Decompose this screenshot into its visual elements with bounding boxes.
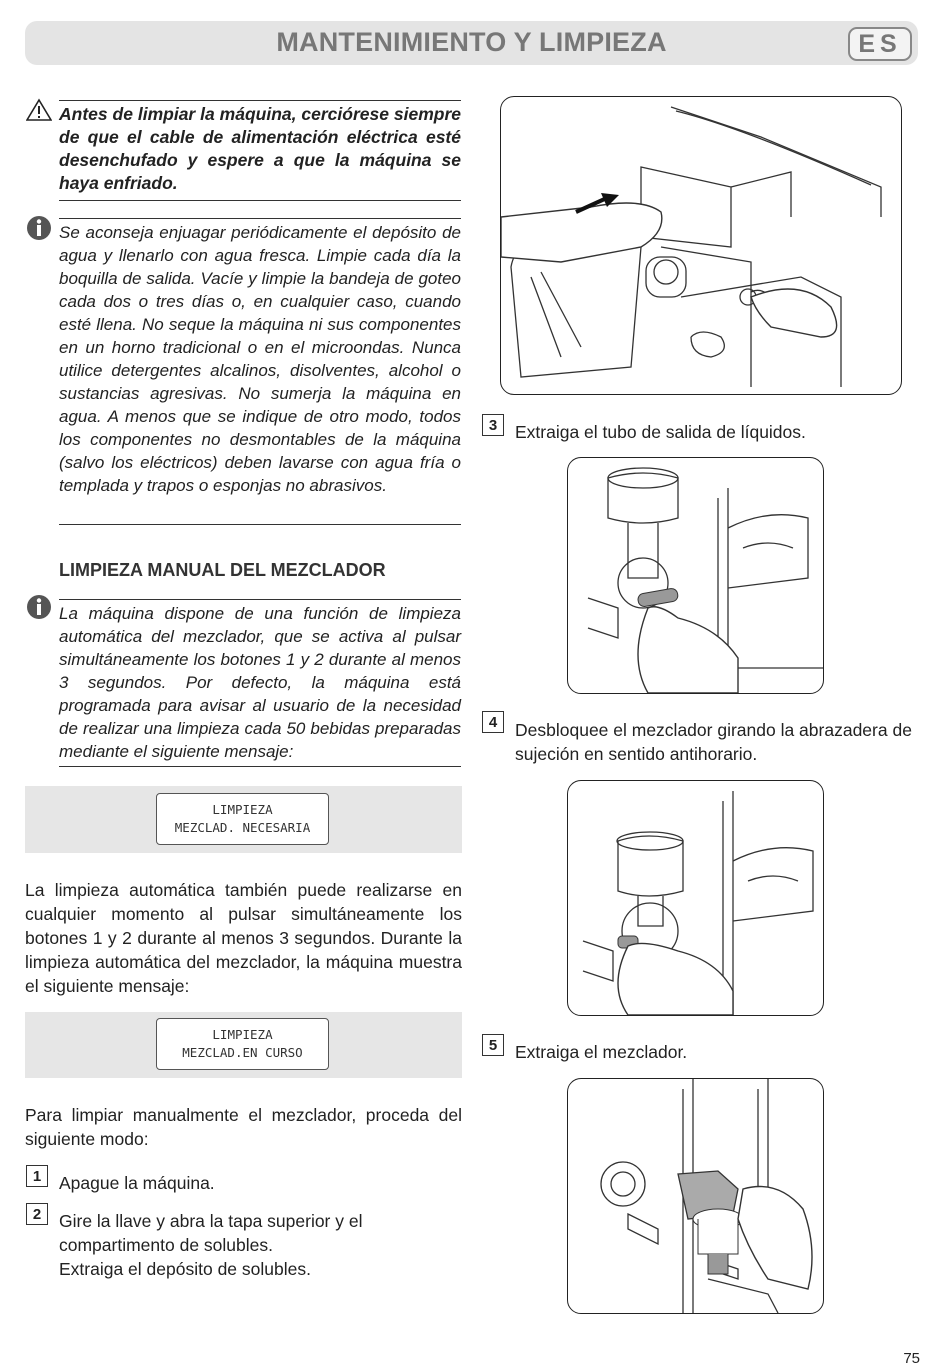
lcd-line: MEZCLAD. NECESARIA	[174, 820, 311, 835]
warning-top-rule	[59, 100, 461, 101]
warning-text: Antes de limpiar la máquina, cerciórese siempre de que el cable de alimentación eléctrica esté desenchufado y espere a que la máquina se haya enfriado.	[59, 104, 461, 193]
lcd-line: LIMPIEZA	[212, 1027, 273, 1042]
info1-bottom-rule	[59, 524, 461, 525]
outlet-tube-illustration	[568, 458, 823, 693]
page-number: 75	[903, 1350, 920, 1367]
illustration-unlock-mixer	[567, 780, 824, 1016]
step-text: Extraiga el mezclador.	[515, 1042, 688, 1062]
lcd-display	[156, 793, 329, 845]
display-message-box	[25, 1012, 462, 1078]
lcd-display	[156, 1018, 329, 1070]
lcd-line: LIMPIEZA	[212, 802, 273, 817]
page-title: MANTENIMIENTO Y LIMPIEZA	[276, 27, 667, 57]
info1-text: Se aconseja enjuagar periódicamente el depósito de agua y llenarlo con agua fresca. Limpie cada día la boquilla de salida. Vacíe y limpie la bandeja de goteo cada dos o tres días o, en cualquier caso, cuando esté llena. No seque la máquina ni sus componentes en un horno tradicional o en el microondas. Nunca utilice detergentes alcalinos, disolventes, alcohol o sustancias agresivas. No sumerja la máquina en agua. A menos que se indique de otro modo, todos los componentes no desmontables de la máquina (salvo los eléctricos) deben lavarse con agua fría o templada y trapos o esponjas no abrasivos.	[59, 223, 461, 495]
info2-top-rule	[59, 599, 461, 600]
info2-bottom-rule	[59, 766, 461, 767]
unlock-mixer-illustration	[568, 781, 823, 1015]
illustration-open-lid	[500, 96, 902, 395]
step-text	[59, 1209, 461, 1281]
info1-top-rule	[59, 218, 461, 219]
illustration-outlet-tube	[567, 457, 824, 694]
step-text: Desbloquee el mezclador girando la abrazadera de sujeción en sentido antihorario.	[515, 720, 912, 764]
lcd-line: MEZCLAD.EN CURSO	[182, 1045, 303, 1060]
info-icon	[26, 215, 52, 241]
warning-bottom-rule	[59, 200, 461, 201]
paragraph: Para limpiar manualmente el mezclador, proceda del siguiente modo:	[25, 1105, 462, 1149]
step-number: 1	[26, 1165, 48, 1187]
paragraph: La limpieza automática también puede realizarse en cualquier momento al pulsar simultáneamente los botones 1 y 2 durante al menos 3 segundos. Durante la limpieza automática del mezclador, la máquina muestra el siguiente mensaje:	[25, 880, 462, 996]
illustration-remove-mixer	[567, 1078, 824, 1314]
step-number: 5	[482, 1034, 504, 1056]
step-text-line: Gire la llave y abra la tapa superior y el compartimento de solubles.	[59, 1211, 363, 1255]
step-text: Apague la máquina.	[59, 1173, 215, 1193]
machine-illustration	[501, 97, 901, 394]
section-title: LIMPIEZA MANUAL DEL MEZCLADOR	[59, 560, 386, 580]
remove-mixer-illustration	[568, 1079, 823, 1313]
language-badge: ES	[848, 27, 912, 61]
step-number: 3	[482, 414, 504, 436]
info-icon	[26, 594, 52, 620]
display-message-box	[25, 786, 462, 853]
step-number: 4	[482, 711, 504, 733]
info2-text: La máquina dispone de una función de limpieza automática del mezclador, que se activa al pulsar simultáneamente los botones 1 y 2 durante al menos 3 segundos. Por defecto, la máquina está programada para avisar al usuario de la necesidad de realizar una limpieza cada 50 bebidas preparadas mediante el siguiente mensaje:	[59, 604, 461, 761]
step-text: Extraiga el tubo de salida de líquidos.	[515, 422, 806, 442]
page-header	[25, 21, 918, 65]
warning-icon	[26, 98, 52, 122]
step-text-line: Extraiga el depósito de solubles.	[59, 1259, 311, 1279]
step-number: 2	[26, 1203, 48, 1225]
